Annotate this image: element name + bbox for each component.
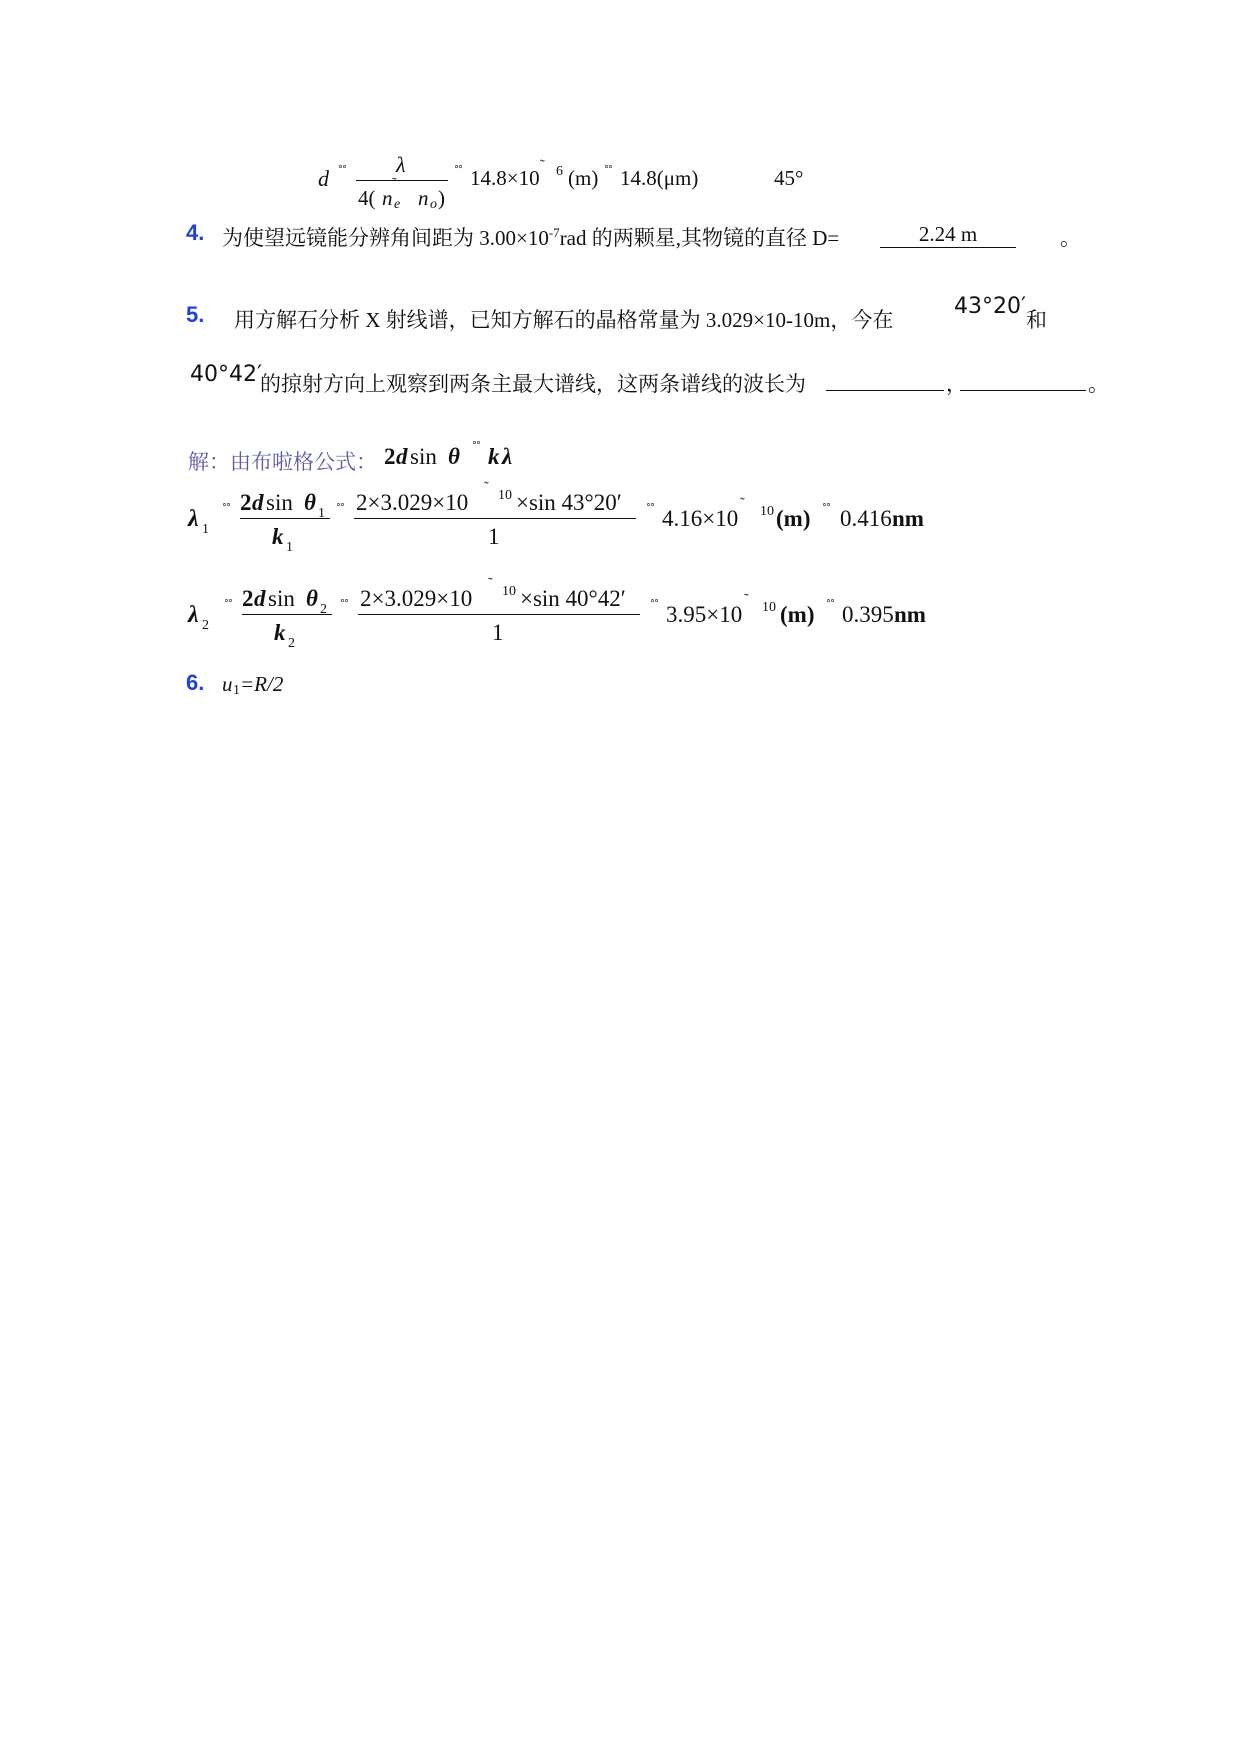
- den-k-sub: 2: [288, 636, 295, 651]
- result-exponent: 10: [762, 600, 776, 615]
- eq-op: ˚˚: [454, 164, 462, 180]
- expr-value: 2×3.029×10: [360, 586, 473, 611]
- question-number: 5.: [186, 302, 205, 327]
- question-text-part: 为使望远镜能分辨角间距为 3.00×10: [222, 226, 549, 250]
- bragg-2: 2: [384, 444, 396, 469]
- op-equals: ˚˚: [336, 502, 344, 518]
- fraction-line: [354, 518, 636, 519]
- num-d: d: [252, 490, 264, 515]
- eq-angle: 45°: [774, 166, 804, 190]
- op-equals: ˚˚: [340, 598, 348, 614]
- num-theta: θ: [306, 586, 318, 611]
- op-equals: ˚˚: [822, 502, 830, 518]
- expr-exponent: 10: [502, 584, 516, 599]
- question-number: 6.: [186, 670, 205, 695]
- eq-denom-open: 4(: [358, 186, 376, 210]
- den-k-sub: 1: [286, 540, 293, 555]
- num-sin: sin: [268, 586, 295, 611]
- result-exponent: 10: [760, 504, 774, 519]
- num-d: d: [254, 586, 266, 611]
- eq-o-sub: o: [430, 197, 437, 212]
- question-number: 4.: [186, 220, 205, 245]
- eq-unit: (m): [568, 166, 599, 190]
- lambda-sub: 1: [202, 522, 209, 537]
- angle-2: 40°42′: [190, 362, 262, 387]
- expr-exponent: 10: [498, 488, 512, 503]
- eq-n-e: n: [382, 186, 393, 210]
- sentence-end: 。: [1060, 226, 1081, 250]
- result-unit: (m): [780, 602, 815, 627]
- answer-blank-1: [826, 368, 944, 391]
- num-theta-sub: 2: [320, 602, 327, 617]
- num-2: 2: [242, 586, 254, 611]
- eq-exponent: 6: [556, 164, 563, 179]
- question-text: 用方解石分析 X 射线谱，已知方解石的晶格常量为 3.029×10-10m，今在: [234, 308, 894, 332]
- bragg-theta: θ: [448, 444, 460, 469]
- result-unit: (m): [776, 506, 811, 531]
- num-sin: sin: [266, 490, 293, 515]
- lambda-sub: 2: [202, 618, 209, 633]
- expr-sin: ×sin 43°20′: [516, 490, 622, 515]
- bragg-k: k: [488, 444, 500, 469]
- sentence-end: 。: [1088, 372, 1109, 396]
- bragg-op: ˚˚: [472, 440, 480, 456]
- fraction-line: [356, 180, 448, 181]
- expr-exp-mark: ˜: [484, 480, 489, 495]
- bragg-lambda: λ: [502, 444, 513, 469]
- den-k: k: [274, 620, 286, 645]
- fraction-line: [242, 614, 332, 615]
- fraction-line: [358, 614, 640, 615]
- exponent: -7: [548, 225, 560, 240]
- answer-blank-2: [960, 368, 1086, 391]
- result-value: 3.95×10: [666, 602, 743, 627]
- expr-denominator: 1: [488, 524, 500, 549]
- u-value: =R/2: [240, 672, 284, 696]
- num-theta-sub: 1: [318, 506, 325, 521]
- question-text: 和: [1026, 308, 1047, 332]
- expr-value: 2×3.029×10: [356, 490, 469, 515]
- op-equals: ˚˚: [650, 598, 658, 614]
- eq-lambda: λ: [396, 152, 406, 177]
- op-equals: ˚˚: [222, 502, 230, 518]
- op-equals: ˚˚: [224, 598, 232, 614]
- eq-e-sub: e: [394, 197, 401, 212]
- num-theta: θ: [304, 490, 316, 515]
- solution-label: 解：由布啦格公式：: [188, 450, 377, 474]
- den-k: k: [272, 524, 284, 549]
- eq-exp-mark: ˜: [540, 158, 545, 173]
- u-symbol: u: [222, 672, 233, 696]
- result-nm: 0.416: [840, 506, 892, 531]
- eq-n-o: n: [418, 186, 429, 210]
- comma: ，: [946, 372, 967, 396]
- result-value: 4.16×10: [662, 506, 739, 531]
- result-exp-mark: ˜: [744, 592, 749, 607]
- result-exp-mark: ˜: [740, 496, 745, 511]
- expr-exp-mark: ˜: [488, 576, 493, 591]
- result-nm-unit: nm: [894, 602, 926, 627]
- question-text: 的掠射方向上观察到两条主最大谱线，这两条谱线的波长为: [260, 372, 806, 396]
- answer-field: 2.24 m: [880, 222, 1016, 248]
- u-sub: 1: [233, 683, 240, 698]
- bragg-sin: sin: [410, 444, 437, 469]
- result-nm: 0.395: [842, 602, 894, 627]
- eq-value: 14.8×10: [470, 166, 540, 190]
- lambda-symbol: λ: [188, 602, 199, 628]
- op-equals: ˚˚: [826, 598, 834, 614]
- eq-value-um: 14.8(μm): [620, 166, 699, 190]
- eq-d: d: [318, 166, 329, 191]
- angle-1: 43°20′: [954, 294, 1026, 319]
- question-text-part: rad 的两颗星,其物镜的直径 D=: [559, 226, 840, 250]
- question-text: [222, 222, 839, 252]
- num-2: 2: [240, 490, 252, 515]
- op-equals: ˚˚: [646, 502, 654, 518]
- eq-tilde: ˜: [392, 176, 397, 191]
- eq-op: ˚˚: [604, 164, 612, 180]
- eq-denom-close: ): [438, 186, 445, 210]
- eq-op: ˚˚: [338, 164, 346, 180]
- fraction-line: [240, 518, 330, 519]
- bragg-d: d: [396, 444, 408, 469]
- expr-denominator: 1: [492, 620, 504, 645]
- lambda-symbol: λ: [188, 506, 199, 532]
- expr-sin: ×sin 40°42′: [520, 586, 626, 611]
- result-nm-unit: nm: [892, 506, 924, 531]
